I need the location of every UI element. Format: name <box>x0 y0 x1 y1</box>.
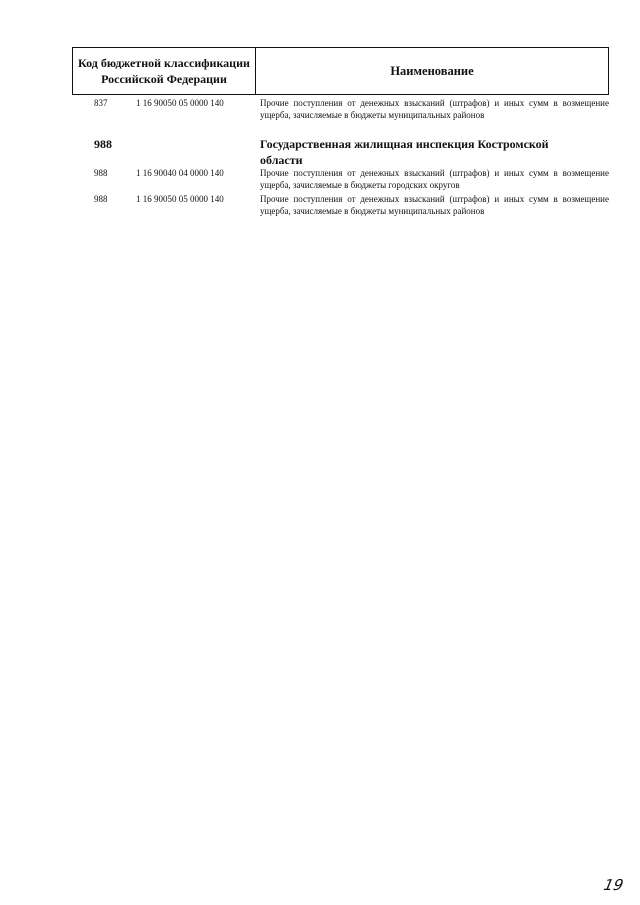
header-code-column: Код бюджетной классификации Российской Федерации <box>73 48 256 94</box>
budget-code: 1 16 90050 05 0000 140 <box>136 194 224 204</box>
group-admin-code: 988 <box>94 137 112 151</box>
page-number: 19 <box>602 876 626 894</box>
header-name-column: Наименование <box>390 63 474 78</box>
admin-code: 837 <box>94 98 108 108</box>
admin-code: 988 <box>94 168 108 178</box>
admin-code: 988 <box>94 194 108 204</box>
row-name: Прочие поступления от денежных взысканий (штрафов) и иных сумм в возмещение ущерба, зачисляемые в бюджеты городских округов <box>260 168 609 190</box>
row-name: Прочие поступления от денежных взысканий (штрафов) и иных сумм в возмещение ущерба, зачисляемые в бюджеты муниципальных районов <box>260 194 609 216</box>
row-name: Прочие поступления от денежных взысканий (штрафов) и иных сумм в возмещение ущерба, зачисляемые в бюджеты муниципальных районов <box>260 98 609 120</box>
budget-code: 1 16 90040 04 0000 140 <box>136 168 224 178</box>
group-name: Государственная жилищная инспекция Костромской области <box>260 137 549 167</box>
budget-code: 1 16 90050 05 0000 140 <box>136 98 224 108</box>
table-header <box>72 47 609 95</box>
